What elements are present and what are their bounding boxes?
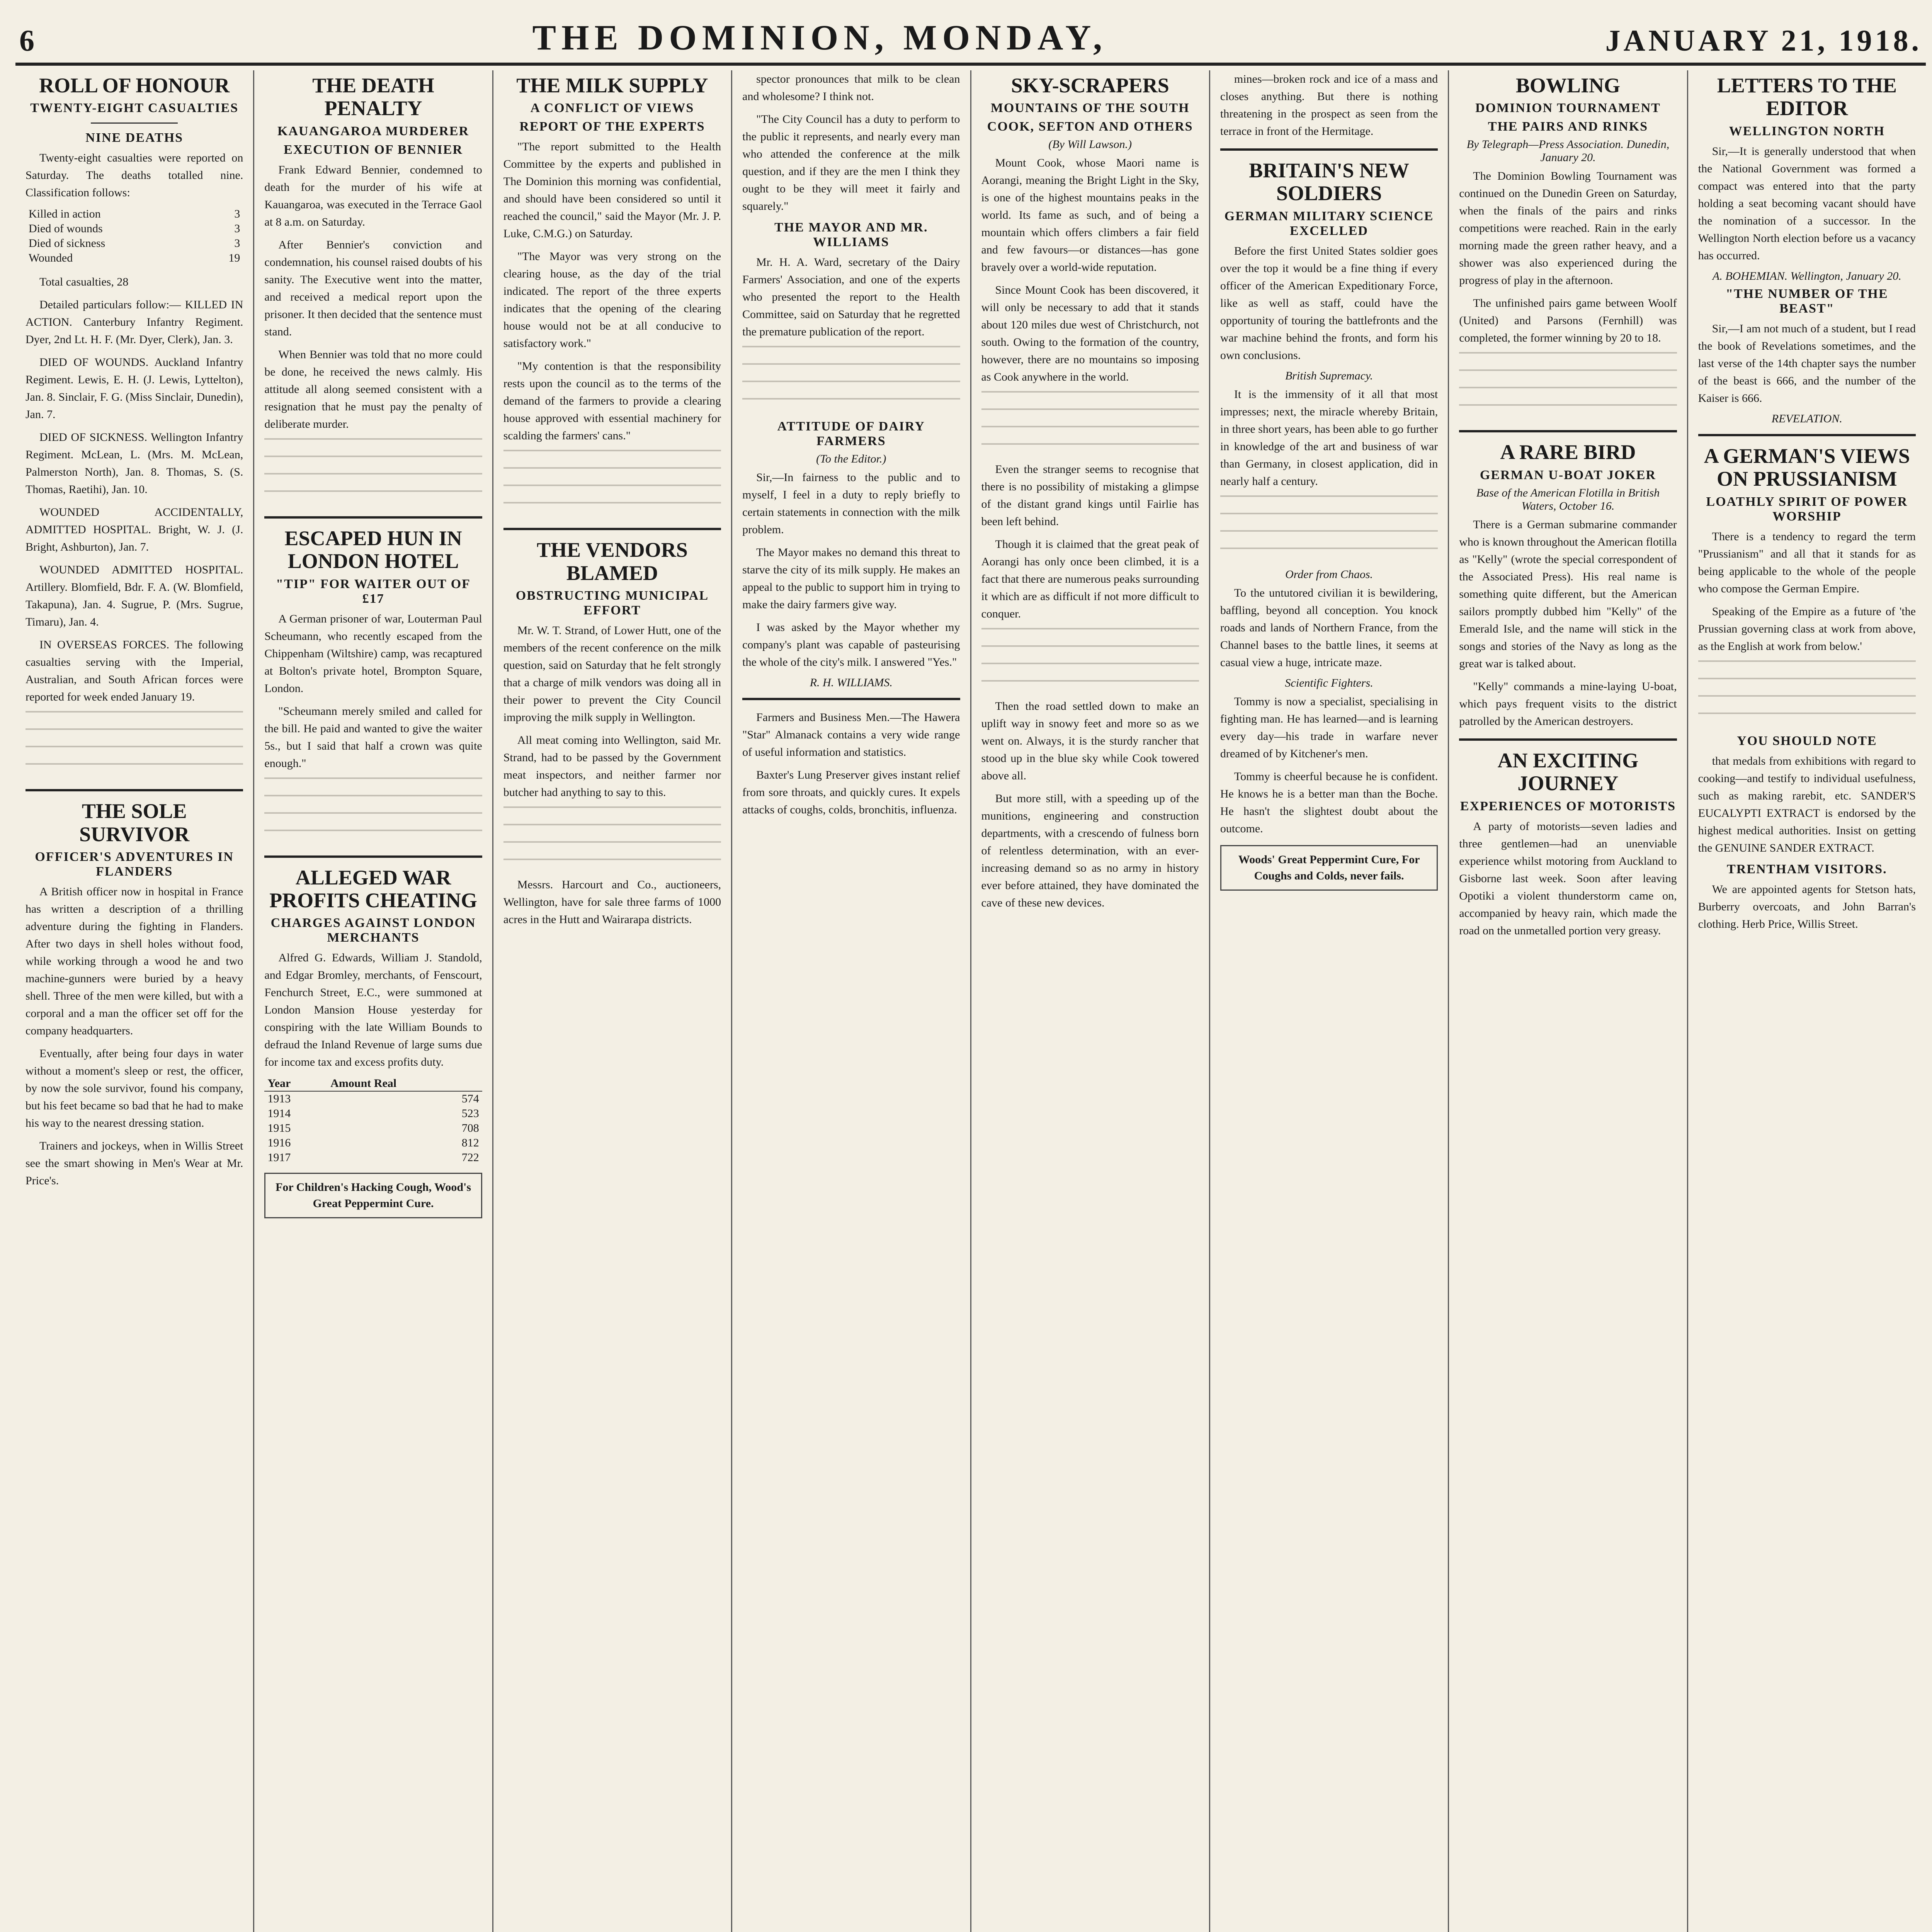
article-text: The unfinished pairs game between Woolf (United) and Parsons (Fernhill) was completed, the former winning by 20 to 18. [1459, 297, 1677, 345]
table-row: Died of sickness 3 [29, 237, 240, 250]
subhead: THE MAYOR AND MR. WILLIAMS [774, 220, 928, 249]
subhead: REPORT OF THE EXPERTS [519, 119, 705, 134]
article-text: Even the stranger seems to recognise that there is no possibility of mistaking a glimpse of the distant grand kings until Fairlie has been left behind. [981, 463, 1199, 528]
subhead: A CONFLICT OF VIEWS [530, 101, 694, 116]
subhead: KAUANGAROA MURDERER [277, 124, 469, 138]
table-row: 1916 812 [267, 1136, 479, 1150]
divider [1459, 738, 1677, 741]
divider [742, 698, 960, 700]
headline-bowling: BOWLING [1515, 74, 1620, 97]
profits-table [264, 1076, 482, 1165]
article-text: The Mayor makes no demand this threat to starve the city of its milk supply. He makes an appeal to the public to support him in trying to make the dairy farmers give way. [742, 546, 960, 611]
advertisement-text: Trainers and jockeys, when in Willis Street see the smart showing in Men's Wear at Mr. Price's. [26, 1139, 243, 1187]
subhead: "TIP" FOR WAITER OUT OF £17 [276, 577, 471, 606]
headline-britains-new-soldiers: BRITAIN'S NEW SOLDIERS [1249, 159, 1409, 205]
section-subhead: British Supremacy. [1285, 369, 1373, 382]
article-text: Mount Cook, whose Maori name is Aorangi, meaning the Bright Light in the Sky, is one of the highest mountains peaks in the world. Its fame as such, and of being a mountain which offers climbers a fair field and few favours—or distances—has gone bravely over a world-wide reputation. [981, 156, 1199, 274]
subhead: GERMAN MILITARY SCIENCE EXCELLED [1224, 209, 1434, 238]
table-row: Killed in action 3 [29, 207, 240, 221]
article-text: But more still, with a speeding up of the munitions, engineering and construction departments, with a crescendo of fulness born of relentless determination, with an ever-increasing demand so as no army in history ever before attained, they have dominated the cave of these new devices. [981, 792, 1199, 910]
headline-roll-of-honour: ROLL OF HONOUR [39, 74, 230, 97]
section-subhead: Scientific Fighters. [1285, 676, 1373, 689]
subhead: CHARGES AGAINST LONDON MERCHANTS [270, 916, 476, 945]
text-block [26, 711, 243, 781]
headline-milk-supply: THE MILK SUPPLY [516, 74, 708, 97]
text-block [742, 346, 960, 415]
newspaper-page [15, 15, 1926, 1932]
article-text: DIED OF WOUNDS. Auckland Infantry Regiment. Lewis, E. H. (J. Lewis, Lyttelton), Jan. 8. Sinclair, F. G. (Miss Sinclair, Dunedin), Jan. 7. [26, 356, 243, 421]
total-line: Total casualties, 28 [39, 276, 129, 289]
article-text: A party of motorists—seven ladies and three gentlemen—had an unenviable experience whilst motoring from Auckland to Gisborne last week. Soon after leaving Opotiki a violent thunderstorm came on, accompanied by heavy rain, which made the road on the unmetalled portion very greasy. [1459, 820, 1677, 937]
table-header: Year Amount Real [264, 1076, 482, 1091]
article-text: "Kelly" commands a mine-laying U-boat, which pays frequent visits to the district patrolled by the American destroyers. [1459, 680, 1677, 728]
subhead: "THE NUMBER OF THE BEAST" [1726, 286, 1888, 316]
headline-exciting-journey: AN EXCITING JOURNEY [1497, 748, 1639, 795]
column-1 [15, 70, 254, 1932]
divider [1220, 148, 1438, 151]
article-text: To the untutored civilian it is bewildering, baffling, beyond all conception. You knock roads and lands of Northern France, from the Channel bases to the battle lines, it seems at casual view a huge, intricate maze. [1220, 586, 1438, 669]
article-text: When Bennier was told that no more could be done, he received the news calmly. His attitude all along seemed consistent with a resignation that he must pay the penalty of deliberate murder. [264, 348, 482, 430]
article-text: There is a German submarine commander who is known throughout the American flotilla as "Kelly" (wrote the special correspondent of the Associated Press). His real name is something quite different, but the American sailors promptly dubbed him "Kelly" of the Emerald Isle, and the name will stick in the songs and stories of the Navy as long as the great war is talked about. [1459, 518, 1677, 670]
advertisement-heading: TRENTHAM VISITORS. [1727, 862, 1887, 876]
subhead: TWENTY-EIGHT CASUALTIES [30, 101, 239, 116]
headline-prussianism: A GERMAN'S VIEWS ON PRUSSIANISM [1704, 444, 1910, 491]
subhead: NINE DEATHS [85, 131, 184, 145]
text-block [981, 391, 1199, 461]
subhead: COOK, SEFTON AND OTHERS [987, 119, 1193, 134]
article-text: spector pronounces that milk to be clean and wholesome? I think not. [742, 73, 960, 103]
table-row: 1913 574 [267, 1092, 479, 1105]
subhead: OBSTRUCTING MUNICIPAL EFFORT [515, 588, 709, 618]
subhead: GERMAN U-BOAT JOKER [1480, 468, 1656, 482]
subhead: OFFICER'S ADVENTURES IN FLANDERS [35, 850, 234, 879]
article-text: Tommy is now a specialist, specialising in fighting man. He has learned—and is learning every day—his trade in warfare never dreamed of by Kitchener's men. [1220, 695, 1438, 760]
article-text: "The City Council has a duty to perform to the public it represents, and nearly every man who attended the conference at the milk question, and if they are the men I think they ought to be they will meet it fairly and squarely." [742, 113, 960, 213]
article-text: Frank Edward Bennier, condemned to death for the murder of his wife at Kauangaroa, was executed in the Terrace Gaol at 8 a.m. on Saturday. [264, 163, 482, 228]
headline-letters: LETTERS TO THE EDITOR [1717, 74, 1897, 120]
signature: R. H. WILLIAMS. [810, 676, 893, 689]
table-row: Died of wounds 3 [29, 222, 240, 235]
article-text: Then the road settled down to make an uplift way in snowy feet and more so as we went on. Always, it is the sturdy rancher that stood up in the blue sky while Cook towered above all. [981, 700, 1199, 782]
section-subhead: Order from Chaos. [1285, 568, 1373, 581]
article-text: Detailed particulars follow:— KILLED IN ACTION. Canterbury Infantry Regiment. Dyer, 2nd Lt. H. F. (Mr. Dyer, Clerk), Jan. 3. [26, 298, 243, 346]
article-text: Mr. W. T. Strand, of Lower Hutt, one of the members of the recent conference on the milk question, said on Saturday that he felt strongly that a charge of milk vendors was doing all in their power to prevent the City Council improving the milk supply in Wellington. [503, 624, 721, 724]
casualty-table [26, 207, 243, 265]
article-text: "The report submitted to the Health Committee by the experts and published in The Dominion this morning was confidential, and should have been considered so until it reached the council," said the Mayor (Mr. J. P. Luke, C.M.G.) on Saturday. [503, 140, 721, 240]
dateline: By Telegraph—Press Association. Dunedin, January 20. [1466, 138, 1670, 164]
article-text: "My contention is that the responsibility rests upon the council as to the terms of the demand of the farmers to provide a clearing house approved with essential machinery for scalding the farmers' cans." [503, 360, 721, 442]
table-row: 1915 708 [267, 1122, 479, 1135]
divider [91, 122, 178, 124]
letter-text: Sir,—I am not much of a student, but I read the book of Revelations sometimes, and the last verse of the 14th chapter says the number of the beast is 666, and the number of the Kaiser is 666. [1698, 322, 1916, 405]
signature: REVELATION. [1771, 412, 1842, 425]
advertisement-text: Farmers and Business Men.—The Hawera "Star" Almanack contains a very wide range of useful information and statistics. [742, 711, 960, 759]
column-3 [493, 70, 732, 1932]
article-text: There is a tendency to regard the term "Prussianism" and all that it stands for as being applicable to the whole of the people who compose the German Empire. [1698, 530, 1916, 595]
table-row: 1917 722 [267, 1151, 479, 1164]
headline-rare-bird: A RARE BIRD [1500, 440, 1636, 464]
signature: A. BOHEMIAN. Wellington, January 20. [1712, 269, 1901, 282]
article-text: It is the immensity of it all that most impresses; next, the miracle whereby Britain, in three short years, has been able to go further in knowledge of the art and business of war than Germany, in closest application, did in nearly half a century. [1220, 388, 1438, 488]
text-block [1220, 495, 1438, 565]
advertisement-heading: YOU SHOULD NOTE [1737, 733, 1877, 748]
subhead: DOMINION TOURNAMENT [1475, 101, 1661, 116]
article-text: Tommy is cheerful because he is confident. He knows he is a better man than the Boche. He hasn't the slightest doubt about the outcome. [1220, 770, 1438, 835]
divider [264, 855, 482, 858]
headline-sole-survivor: THE SOLE SURVIVOR [79, 799, 190, 846]
article-text: Twenty-eight casualties were reported on Saturday. The deaths totalled nine. Classification follows: [26, 151, 243, 199]
article-text: "Scheumann merely smiled and called for the bill. He paid and wanted to give the waiter 5s., but I said that half a crown was quite enough." [264, 704, 482, 770]
headline-escaped-hun: ESCAPED HUN IN LONDON HOTEL [284, 526, 462, 573]
subhead: THE PAIRS AND RINKS [1488, 119, 1648, 134]
text-block [1459, 352, 1677, 422]
article-text: Alfred G. Edwards, William J. Standold, and Edgar Bromley, merchants, of Fenscourt, Fenchurch Street, E.C., were summoned at London Mansion House yesterday for conspiring with the late William Bounds to defraud the Inland Revenue of large sums due for income tax and excess profits duty. [264, 951, 482, 1069]
article-text: The Dominion Bowling Tournament was continued on the Dunedin Green on Saturday, when the finals of the pairs and rinks competitions were reached. Rain in the early morning made the green rather heavy, and a shower was also experienced during the progress of play in the afternoon. [1459, 170, 1677, 287]
letter-text: Sir,—It is generally understood that when the National Government was formed a compact was entered into that the party holding a seat becoming vacant should have the nomination of a successor. In the Wellington North election before us a vacancy has occurred. [1698, 145, 1916, 262]
article-text: Though it is claimed that the great peak of Aorangi has only once been climbed, it is a fact that there are numerous peaks surrounding it which are as difficult if not more difficult to conquer. [981, 538, 1199, 621]
text-block [503, 806, 721, 876]
text-block [981, 628, 1199, 697]
article-text: Mr. H. A. Ward, secretary of the Dairy Farmers' Association, and one of the experts who presented the report to the Health Committee, said on Saturday that he regretted the premature publication of the report. [742, 256, 960, 338]
divider [503, 528, 721, 530]
headline-sky-scrapers: SKY-SCRAPERS [1011, 74, 1169, 97]
column-6 [1210, 70, 1449, 1932]
subhead: EXECUTION OF BENNIER [284, 142, 463, 157]
article-text: WOUNDED ACCIDENTALLY, ADMITTED HOSPITAL. Bright, W. J. (J. Bright, Ashburton), Jan. 7. [26, 506, 243, 554]
subhead: WELLINGTON NORTH [1729, 124, 1885, 138]
divider [26, 789, 243, 791]
text-block [503, 450, 721, 519]
dateline: Base of the American Flotilla in British Waters, October 16. [1476, 486, 1660, 512]
article-text: Before the first United States soldier goes over the top it would be a fine thing if every officer of the American Expeditionary Force, like as well as staff, could have the opportunity of touring the battlefronts and the war machine behind the fronts, and form his own conclusions. [1220, 244, 1438, 362]
masthead [15, 15, 1926, 66]
article-text: WOUNDED ADMITTED HOSPITAL. Artillery. Blomfield, Bdr. F. A. (W. Blomfield, Takapuna), Jan. 4. Sugrue, P. (Mrs. Sugrue, Timaru), Jan. 4. [26, 563, 243, 629]
article-text: mines—broken rock and ice of a mass and closes anything. But there is nothing threatening in the prospect as seen from the terrace in front of the Hermitage. [1220, 73, 1438, 138]
article-text: All meat coming into Wellington, said Mr. Strand, had to be passed by the Government meat inspectors, and neither farmer nor butcher had anything to say to this. [503, 734, 721, 799]
article-text: Since Mount Cook has been discovered, it will only be necessary to add that it stands about 120 miles due west of Christchurch, not south. Owing to the formation of the country, however, there are no mountains so imposing as Cook anywhere in the world. [981, 284, 1199, 384]
table-row: 1914 523 [267, 1107, 479, 1120]
headline-war-profits: ALLEGED WAR PROFITS CHEATING [269, 866, 477, 912]
columns [15, 70, 1926, 1932]
article-text: Speaking of the Empire as a future of 'the Prussian governing class at work from above, as the English at work from below.' [1698, 605, 1916, 653]
newspaper-title: THE DOMINION, MONDAY, [532, 18, 1108, 57]
article-text: DIED OF SICKNESS. Wellington Infantry Regiment. McLean, L. (Mrs. M. McLean, Palmerston North), Jan. 8. Thomas, S. (S. Thomas, Raetihi), Jan. 10. [26, 431, 243, 496]
text-block [264, 438, 482, 508]
column-7 [1449, 70, 1688, 1932]
divider [264, 516, 482, 519]
advertisement-text: Baxter's Lung Preserver gives instant relief from sore throats, and quickly cures. It expels attacks of coughs, colds, bronchitis, influenza. [742, 769, 960, 816]
byline: (By Will Lawson.) [1048, 138, 1132, 151]
issue-date: JANUARY 21, 1918. [1605, 24, 1922, 57]
subhead: MOUNTAINS OF THE SOUTH [990, 101, 1190, 116]
subhead: EXPERIENCES OF MOTORISTS [1460, 799, 1676, 813]
advertisement-text: Messrs. Harcourt and Co., auctioneers, Wellington, have for sale three farms of 1000 acres in the Hutt and Wairarapa districts. [503, 878, 721, 926]
table-row: Wounded 19 [29, 252, 240, 265]
divider [1698, 434, 1916, 436]
headline-death-penalty: THE DEATH PENALTY [312, 74, 434, 120]
article-text: A British officer now in hospital in France has written a description of a thrilling adventure during the fighting in Flanders. After two days in shell holes without food, while working through a wood he and two machine-gunners were buried by a heavy shell. Three of the men were killed, but with a corporal and a man the officer set off for the company headquarters. [26, 885, 243, 1037]
article-text: A German prisoner of war, Louterman Paul Scheumann, who recently escaped from the Chippenham (Wiltshire) camp, was recaptured at Bolton's private hotel, Brompton Square, London. [264, 612, 482, 695]
article-text: After Bennier's conviction and condemnation, his counsel raised doubts of his sanity. The Executive went into the matter, and received a medical report upon the prisoner. It then decided that the sentence must stand. [264, 238, 482, 338]
advertisement: Woods' Great Peppermint Cure, For Coughs and Colds, never fails. [1220, 845, 1438, 891]
advertisement: For Children's Hacking Cough, Wood's Great Peppermint Cure. [264, 1173, 482, 1218]
page-number: 6 [19, 24, 34, 57]
article-text: Sir,—In fairness to the public and to myself, I feel in a duty to reply briefly to certain statements in connection with the milk problem. [742, 471, 960, 536]
subhead: ATTITUDE OF DAIRY FARMERS [777, 419, 925, 448]
column-8 [1688, 70, 1926, 1932]
advertisement-text: We are appointed agents for Stetson hats, Burberry overcoats, and John Barran's clothing. Herb Price, Willis Street. [1698, 883, 1916, 930]
article-text: IN OVERSEAS FORCES. The following casualties serving with the Imperial, Australian, and South African forces were reported for week ended January 19. [26, 638, 243, 704]
column-5 [971, 70, 1210, 1932]
article-text: I was asked by the Mayor whether my company's plant was capable of pasteurising the whole of the city's milk. I answered "Yes." [742, 621, 960, 668]
column-2 [254, 70, 493, 1932]
subhead: LOATHLY SPIRIT OF POWER WORSHIP [1706, 494, 1908, 524]
column-4 [732, 70, 971, 1932]
subhead: (To the Editor.) [816, 452, 886, 465]
headline-vendors-blamed: THE VENDORS BLAMED [537, 538, 688, 585]
text-block [1698, 660, 1916, 730]
article-text: "The Mayor was very strong on the clearing house, as the day of the trial indicated. The report of the three experts indicates that the opening of the clearing house would not be at all conducive to satisfactory work." [503, 250, 721, 350]
text-block [264, 777, 482, 847]
divider [1459, 430, 1677, 432]
advertisement-text: that medals from exhibitions with regard to cooking—and testify to individual usefulness, such as making rarebit, etc. SANDER'S EUCALYPTI EXTRACT is endorsed by the highest medical authorities. Insist on getting the GENUINE SANDER EXTRACT. [1698, 754, 1916, 854]
article-text: Eventually, after being four days in water without a moment's sleep or rest, the officer, by now the sole survivor, found his company, but his feet became so bad that he had to make his way to the nearest dressing station. [26, 1047, 243, 1130]
